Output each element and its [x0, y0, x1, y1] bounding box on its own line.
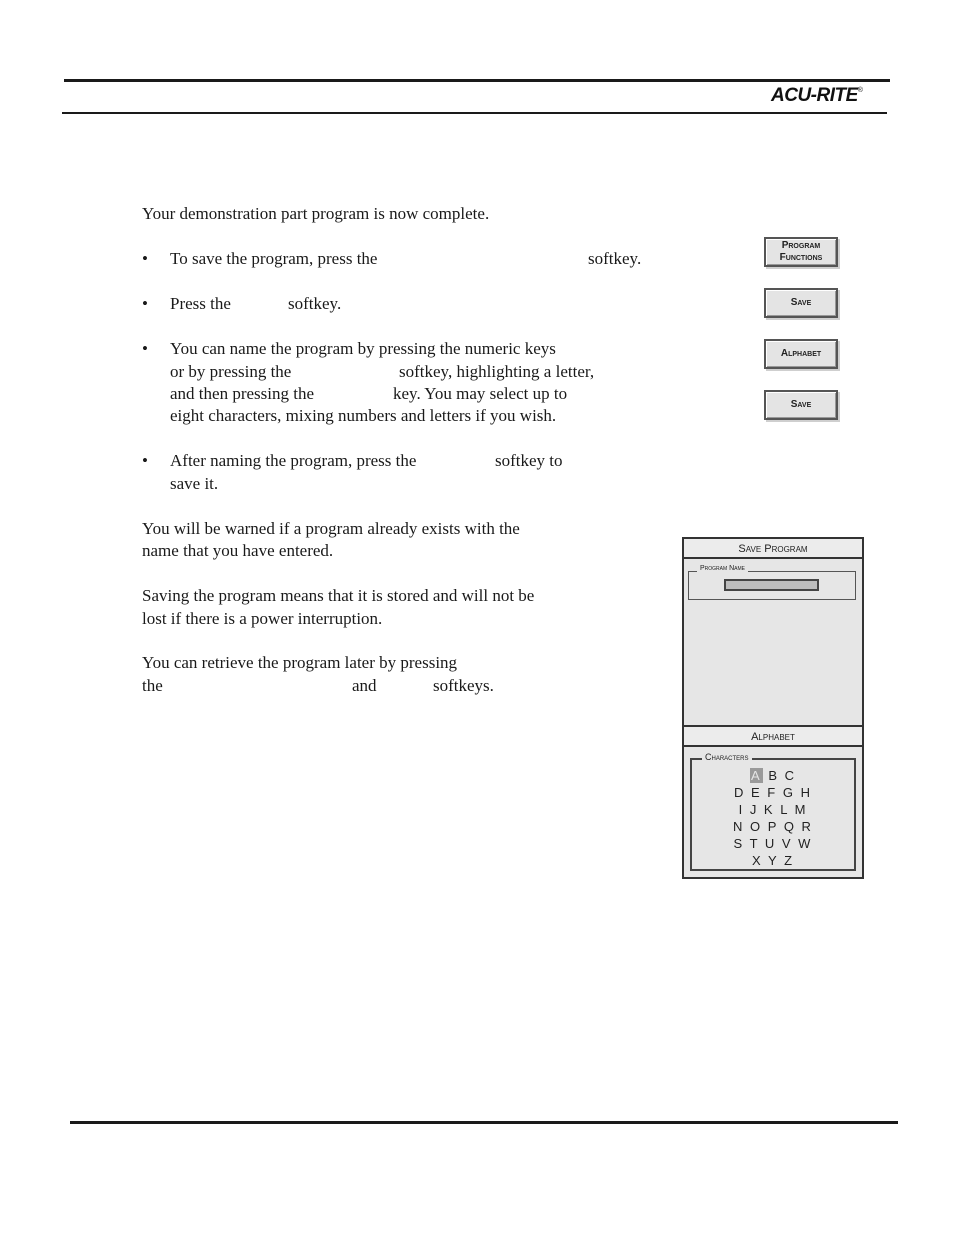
bullet3-line3b: key. You may select up to: [393, 384, 568, 403]
program-functions-softkey[interactable]: [764, 237, 838, 267]
bullet1-text-b: softkey.: [588, 249, 642, 268]
bullet-marker: •: [142, 249, 148, 268]
char-row[interactable]: D E F G H: [734, 785, 812, 800]
bullet3-line4: eight characters, mixing numbers and letters if you wish.: [170, 406, 557, 425]
char-row[interactable]: [692, 768, 854, 784]
program-name-input[interactable]: [724, 579, 819, 591]
bullet4-line2: save it.: [170, 474, 219, 493]
char-row-text: B C: [768, 768, 796, 783]
bullet2-text-b: softkey.: [288, 294, 342, 313]
retrieve-line2a: the: [142, 676, 163, 695]
save-softkey-2[interactable]: [764, 390, 838, 420]
footer-rule: [70, 1121, 898, 1124]
selected-char[interactable]: A: [751, 768, 762, 783]
characters-label: Characters: [702, 752, 752, 762]
bullet3-line2b: softkey, highlighting a letter,: [399, 362, 595, 381]
bullet1-text-a: To save the program, press the: [170, 249, 378, 268]
program-name-field: [688, 565, 856, 600]
alphabet-softkey[interactable]: [764, 339, 838, 369]
header-rule: [64, 79, 890, 82]
retrieve-line1: You can retrieve the program later by pressing: [142, 653, 458, 672]
char-row[interactable]: I J K L M: [738, 802, 808, 817]
retrieve-line2c: softkeys.: [433, 676, 494, 695]
program-name-label: Program Name: [697, 565, 748, 572]
bullet3-line3a: and then pressing the: [170, 384, 314, 403]
softkey-label: Functions: [779, 252, 823, 263]
softkey-label: Program: [781, 240, 821, 251]
softkey-label: Alphabet: [780, 348, 822, 359]
brand-logo: ACU-RITE®: [771, 85, 863, 106]
char-row[interactable]: X Y Z: [751, 853, 795, 868]
char-row[interactable]: S T U V W: [733, 836, 813, 851]
softkey-label: Save: [790, 297, 812, 308]
bullet3-line1: You can name the program by pressing the numeric keys: [170, 339, 556, 358]
bullet-marker: •: [142, 339, 148, 358]
intro-text: Your demonstration part program is now complete.: [142, 204, 490, 223]
bullet3-line2a: or by pressing the: [170, 362, 292, 381]
bullet4-line1b: softkey to: [495, 451, 563, 470]
warning-line2: name that you have entered.: [142, 541, 334, 560]
alphabet-header: Alphabet: [684, 727, 862, 747]
softkey-label: Save: [790, 399, 812, 410]
save-info-line1: Saving the program means that it is stored and will not be: [142, 586, 535, 605]
retrieve-line2b: and: [352, 676, 377, 695]
bullet4-line1a: After naming the program, press the: [170, 451, 417, 470]
char-row[interactable]: N O P Q R: [733, 819, 813, 834]
bullet2-text-a: Press the: [170, 294, 231, 313]
save-softkey[interactable]: [764, 288, 838, 318]
header-rule-lower: [62, 112, 887, 114]
characters-panel: [690, 752, 856, 871]
bullet-marker: •: [142, 294, 148, 313]
warning-line1: You will be warned if a program already exists with the: [142, 519, 520, 538]
dialog-title: Save Program: [684, 539, 862, 559]
bullet-marker: •: [142, 451, 148, 470]
save-program-dialog: [682, 537, 864, 879]
save-info-line2: lost if there is a power interruption.: [142, 609, 383, 628]
